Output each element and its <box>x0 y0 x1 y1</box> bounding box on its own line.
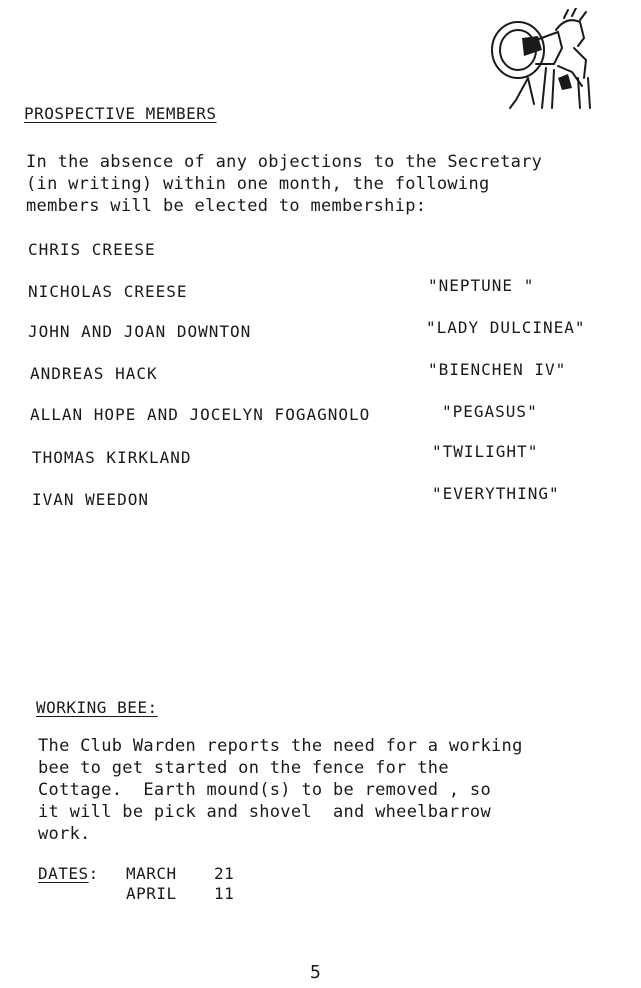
intro-line-2: (in writing) within one month, the following <box>26 174 490 194</box>
working-bee-line-4: it will be pick and shovel and wheelbarrow <box>38 802 491 822</box>
date-day: 21 <box>214 864 235 883</box>
dates-label-row <box>38 864 99 884</box>
dates-label: DATES <box>38 864 89 883</box>
intro-line-1: In the absence of any objections to the Secretary <box>26 152 543 172</box>
prospective-members-heading: PROSPECTIVE MEMBERS <box>24 104 217 123</box>
member-name: ANDREAS HACK <box>30 364 158 383</box>
working-bee-heading: WORKING BEE: <box>36 698 158 717</box>
working-bee-line-3: Cottage. Earth mound(s) to be removed , so <box>38 780 491 800</box>
date-day: 11 <box>214 884 235 903</box>
boat-name: "LADY DULCINEA" <box>426 318 586 337</box>
intro-line-3: members will be elected to membership: <box>26 196 427 216</box>
member-name: JOHN AND JOAN DOWNTON <box>28 322 252 341</box>
member-name: ALLAN HOPE AND JOCELYN FOGAGNOLO <box>30 405 371 424</box>
member-name: CHRIS CREESE <box>28 240 156 259</box>
working-bee-line-5: work. <box>38 824 91 844</box>
boat-name: "PEGASUS" <box>442 402 538 421</box>
dates-colon: : <box>88 864 99 883</box>
page-number: 5 <box>310 962 321 983</box>
boat-name: "TWILIGHT" <box>432 442 539 461</box>
working-bee-line-2: bee to get started on the fence for the <box>38 758 449 778</box>
boat-name: "BIENCHEN IV" <box>428 360 567 379</box>
boat-name: "NEPTUNE " <box>428 276 535 295</box>
member-name: THOMAS KIRKLAND <box>32 448 192 467</box>
member-name: NICHOLAS CREESE <box>28 282 188 301</box>
date-month: APRIL <box>126 884 177 903</box>
member-name: IVAN WEEDON <box>32 490 149 509</box>
club-mascot-drawing-icon <box>488 8 600 112</box>
boat-name: "EVERYTHING" <box>432 484 560 503</box>
date-month: MARCH <box>126 864 177 883</box>
working-bee-line-1: The Club Warden reports the need for a working <box>38 736 523 756</box>
